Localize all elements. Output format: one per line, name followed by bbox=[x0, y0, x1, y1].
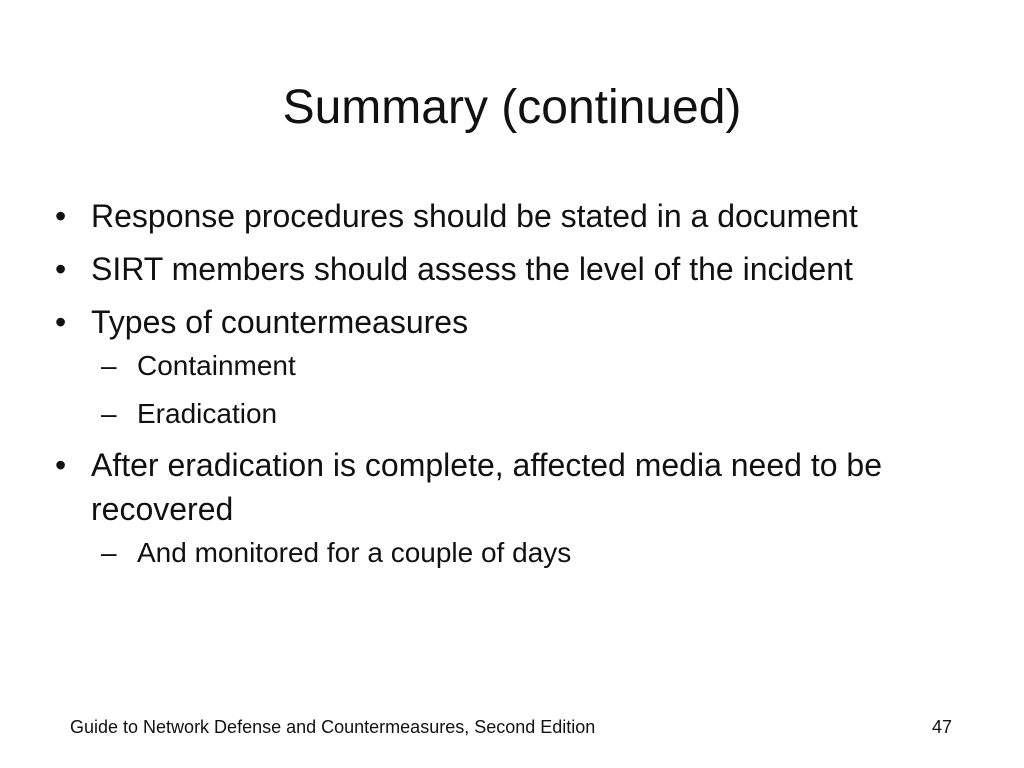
slide-title: Summary (continued) bbox=[282, 81, 742, 134]
bullet-text: Types of countermeasures bbox=[91, 304, 469, 340]
bullet-item bbox=[52, 247, 982, 291]
dash-glyph: – bbox=[101, 537, 117, 568]
footer-book-title: Guide to Network Defense and Countermeasures, Second Edition bbox=[70, 717, 596, 737]
bullet-item bbox=[52, 300, 982, 434]
sub-bullet-text: And monitored for a couple of days bbox=[137, 537, 572, 568]
sub-bullet-list bbox=[91, 533, 982, 573]
sub-bullet-list bbox=[91, 346, 982, 434]
dash-glyph: – bbox=[101, 398, 117, 429]
bullet-glyph: • bbox=[55, 447, 67, 483]
dash-glyph: – bbox=[101, 350, 117, 381]
sub-bullet-text: Eradication bbox=[137, 398, 278, 429]
bullet-glyph: • bbox=[55, 198, 67, 234]
sub-bullet-text: Containment bbox=[137, 350, 296, 381]
bullet-text: SIRT members should assess the level of the incident bbox=[91, 251, 853, 287]
sub-bullet-item bbox=[91, 394, 982, 434]
bullet-glyph: • bbox=[55, 251, 67, 287]
page-number: 47 bbox=[931, 717, 952, 737]
sub-bullet-item bbox=[91, 346, 982, 386]
bullet-glyph: • bbox=[55, 304, 67, 340]
bullet-text: After eradication is complete, affected media need to be recovered bbox=[91, 447, 882, 527]
bullet-text: Response procedures should be stated in a document bbox=[91, 198, 858, 234]
bullet-list bbox=[52, 194, 982, 582]
bullet-item bbox=[52, 443, 982, 573]
bullet-item bbox=[52, 194, 982, 238]
sub-bullet-item bbox=[91, 533, 982, 573]
